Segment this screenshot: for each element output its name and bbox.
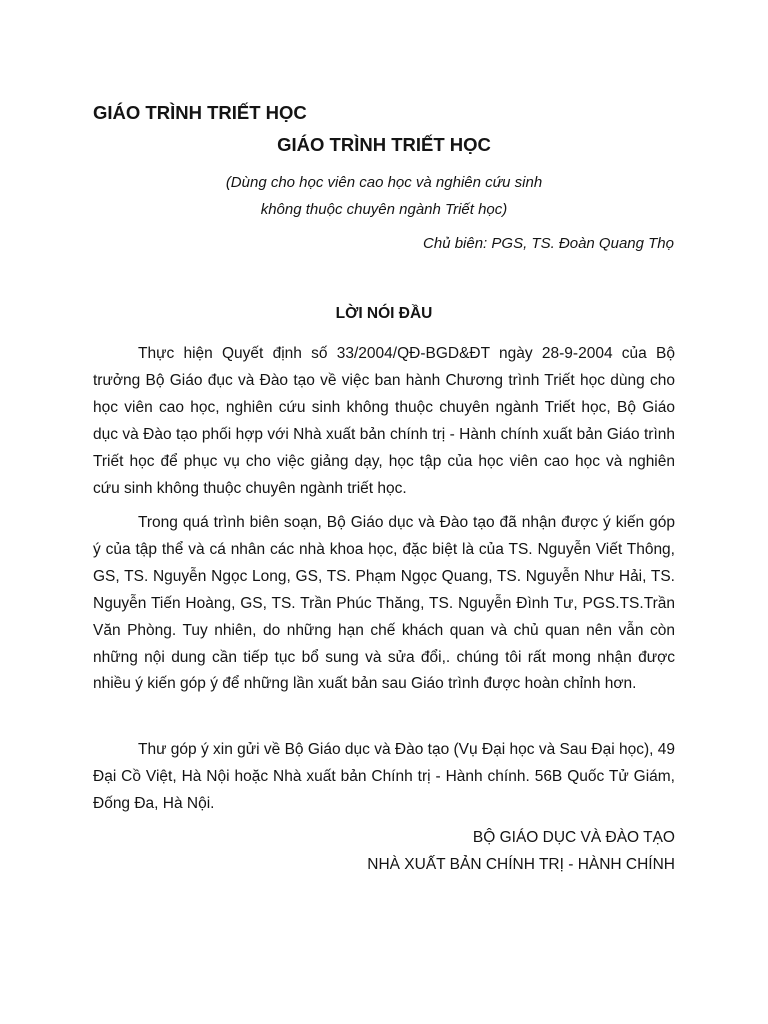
paragraph-2 [93, 510, 675, 698]
editor-credit: Chủ biên: PGS, TS. Đoàn Quang Thọ [423, 235, 674, 252]
subtitle-line-2: không thuộc chuyên ngành Triết học) [260, 201, 508, 218]
paragraph-3 [93, 737, 675, 818]
document-title-main: GIÁO TRÌNH TRIẾT HỌC [277, 134, 491, 155]
paragraph-1-text: Thực hiện Quyết định số 33/2004/QĐ-BGD&ĐT ngày 28-9-2004 của Bộ trưởng Bộ Giáo đục và Đào tạo về việc ban hành Chương trình Triết học dùng cho học viên cao học, nghiên cứu sinh không thuộc chuyên ngành Triết học, Bộ Giáo dục và Đào tạo phối hợp với Nhà xuất bản chính trị - Hành chính xuất bản Giáo trình Triết học để phục vụ cho việc giảng dạy, học tập của học viên cao học và nghiên cứu sinh không thuộc chuyên ngành triết học. [93, 345, 675, 497]
section-heading: LỜI NÓI ĐẦU [335, 305, 433, 322]
paragraph-2-text: Trong quá trình biên soạn, Bộ Giáo dục và Đào tạo đã nhận được ý kiến góp ý của tập thể và cá nhân các nhà khoa học, đặc biệt là của TS. Nguyễn Viết Thông, GS, TS. Nguyễn Ngọc Long, GS, TS. Phạm Ngọc Quang, TS. Nguyễn Như Hải, TS. Nguyễn Tiến Hoàng, GS, TS. Trần Phúc Thăng, TS. Nguyễn Đình Tư, PGS.TS.Trần Văn Phòng. Tuy nhiên, do những hạn chế khách quan và chủ quan nên vẫn còn những nội dung cần tiếp tục bổ sung và sửa đổi,. chúng tôi rất mong nhận được nhiều ý kiến góp ý để những lần xuất bản sau Giáo trình được hoàn chỉnh hơn. [93, 514, 675, 693]
document-title-top: GIÁO TRÌNH TRIẾT HỌC [93, 102, 307, 123]
paragraph-1 [93, 341, 675, 502]
paragraph-3-text: Thư góp ý xin gửi về Bộ Giáo dục và Đào tạo (Vụ Đại học và Sau Đại học), 49 Đại Cồ Việt, Hà Nội hoặc Nhà xuất bản Chính trị - Hành chính. 56B Quốc Tử Giám, Đống Đa, Hà Nội. [93, 741, 675, 812]
subtitle-line-1: (Dùng cho học viên cao học và nghiên cứu sinh [225, 174, 543, 191]
signature-line-1: BỘ GIÁO DỤC VÀ ĐÀO TẠO [472, 829, 675, 846]
signature-line-2: NHÀ XUẤT BẢN CHÍNH TRỊ - HÀNH CHÍNH [367, 856, 675, 873]
